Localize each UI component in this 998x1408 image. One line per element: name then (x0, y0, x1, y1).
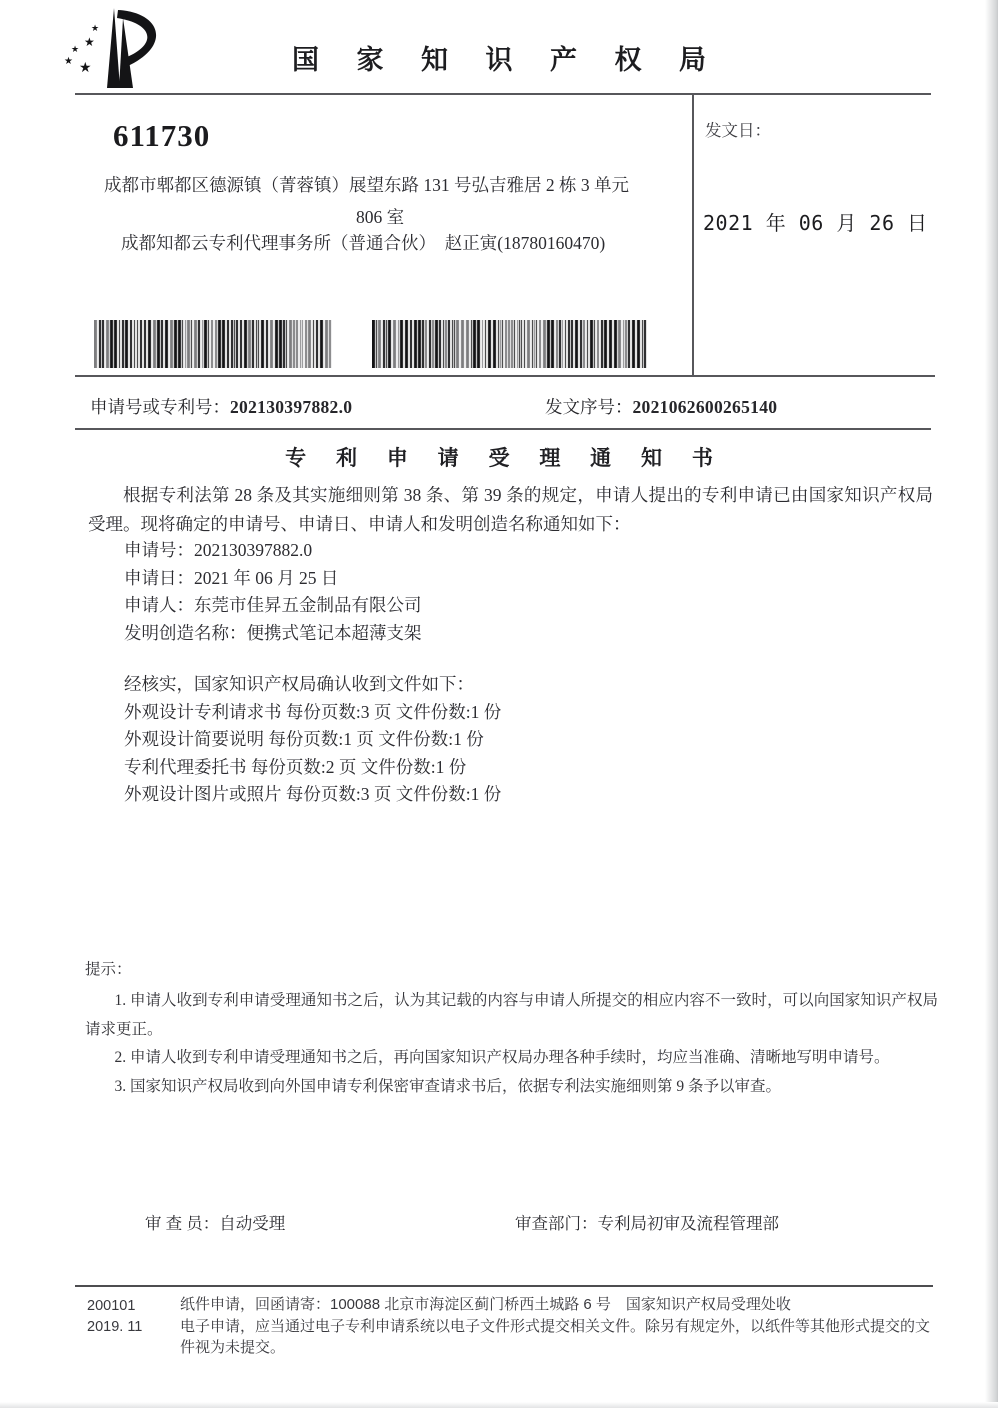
recipient-address-room: 806 室 (355, 207, 405, 227)
scan-edge-shadow-right (985, 0, 998, 1408)
recipient-agent-line: 成都知都云专利代理事务所（普通合伙） 赵正寅(18780160470) (121, 233, 606, 253)
notice-intro-paragraph: 根据专利法第 28 条及其实施细则第 38 条、第 39 条的规定，申请人提出的专利申请已由国家知识产权局受理。现将确定的申请号、申请日、申请人和发明创造名称通知如下： (88, 485, 933, 534)
detail-filing-date: 申请日：2021 年 06 月 25 日 (124, 567, 339, 588)
examiner-value: 自动受理 (219, 1214, 286, 1233)
recipient-address-line: 成都市郫都区德源镇（菁蓉镇）展望东路 131 号弘吉雅居 2 栋 3 单元 (104, 175, 629, 195)
detail-applicant: 申请人：东莞市佳昇五金制品有限公司 (124, 595, 422, 616)
dispatch-date-label: 发文日： (705, 121, 771, 140)
tips-heading: 提示： (85, 961, 132, 978)
tips-section (85, 957, 938, 1101)
footer-paper-line: 纸件申请，回函请寄：100088 北京市海淀区蓟门桥西土城路 6 号 国家知识产权局受理处收 (180, 1296, 791, 1313)
examiner-field (145, 1210, 285, 1234)
form-code-block (87, 1296, 142, 1338)
meta-row-divider (75, 428, 931, 430)
application-number-value: 202130397882.0 (230, 397, 353, 417)
tip-item-2: 2. 申请人收到专利申请受理通知书之后，再向国家知识产权局办理各种手续时，均应当准确、清晰地写明申请号。 (114, 1049, 890, 1066)
footer-efiling-line: 电子申请，应当通过电子专利申请系统以电子文件形式提交相关文件。除另有规定外，以纸件等其他形式提交的文件视为未提交。 (180, 1317, 931, 1356)
svg-text:★: ★ (71, 44, 80, 54)
svg-text:★: ★ (84, 35, 95, 49)
barcode-right (372, 320, 649, 368)
form-code: 200101 (87, 1298, 136, 1314)
received-item: 外观设计简要说明 每份页数:1 页 文件份数:1 份 (124, 729, 484, 750)
notice-title: 专 利 申 请 受 理 通 知 书 (285, 447, 725, 470)
detail-application-number: 申请号：202130397882.0 (124, 540, 313, 560)
header-divider (75, 93, 931, 95)
serial-number-field (545, 394, 777, 419)
svg-text:★: ★ (64, 56, 73, 67)
recipient-postal-code: 611730 (113, 118, 211, 153)
examiner-label: 审 查 员： (145, 1214, 220, 1233)
scan-edge-shadow-bottom (0, 1402, 998, 1408)
serial-number-value: 2021062600265140 (632, 397, 778, 417)
barcode-left (94, 320, 332, 368)
received-item: 外观设计专利请求书 每份页数:3 页 文件份数:1 份 (124, 701, 502, 722)
svg-text:★: ★ (79, 61, 92, 76)
dispatch-date-value: 2021 年 06 月 26 日 (703, 211, 928, 235)
received-heading: 经核实，国家知识产权局确认收到文件如下： (124, 674, 474, 694)
received-documents-list (124, 671, 501, 809)
application-details-list (124, 537, 422, 647)
department-label: 审查部门： (515, 1214, 598, 1233)
department-value: 专利局初审及流程管理部 (597, 1214, 779, 1233)
address-section-divider (75, 375, 935, 377)
application-number-field (90, 394, 352, 419)
detail-invention-title: 发明创造名称：便携式笔记本超薄支架 (124, 622, 422, 643)
serial-number-label: 发文序号： (545, 397, 633, 417)
application-number-label: 申请号或专利号： (90, 397, 230, 417)
form-date: 2019. 11 (87, 1319, 143, 1335)
agency-title: 国 家 知 识 产 权 局 (291, 45, 721, 75)
received-item: 外观设计图片或照片 每份页数:3 页 文件份数:1 份 (124, 784, 502, 805)
tip-item-1: 1. 申请人收到专利申请受理通知书之后，认为其记载的内容与申请人所提交的相应内容不一致时，可以向国家知识产权局请求更正。 (85, 992, 938, 1038)
dispatch-box-left-border (692, 93, 694, 377)
footer-divider (75, 1285, 933, 1287)
svg-text:★: ★ (91, 23, 100, 33)
received-item: 专利代理委托书 每份页数:2 页 文件份数:1 份 (124, 756, 467, 777)
tip-item-3: 3. 国家知识产权局收到向外国申请专利保密审查请求书后，依据专利法实施细则第 9 条予以审查。 (114, 1077, 781, 1095)
footer-instructions (180, 1294, 930, 1359)
department-field (515, 1210, 779, 1234)
